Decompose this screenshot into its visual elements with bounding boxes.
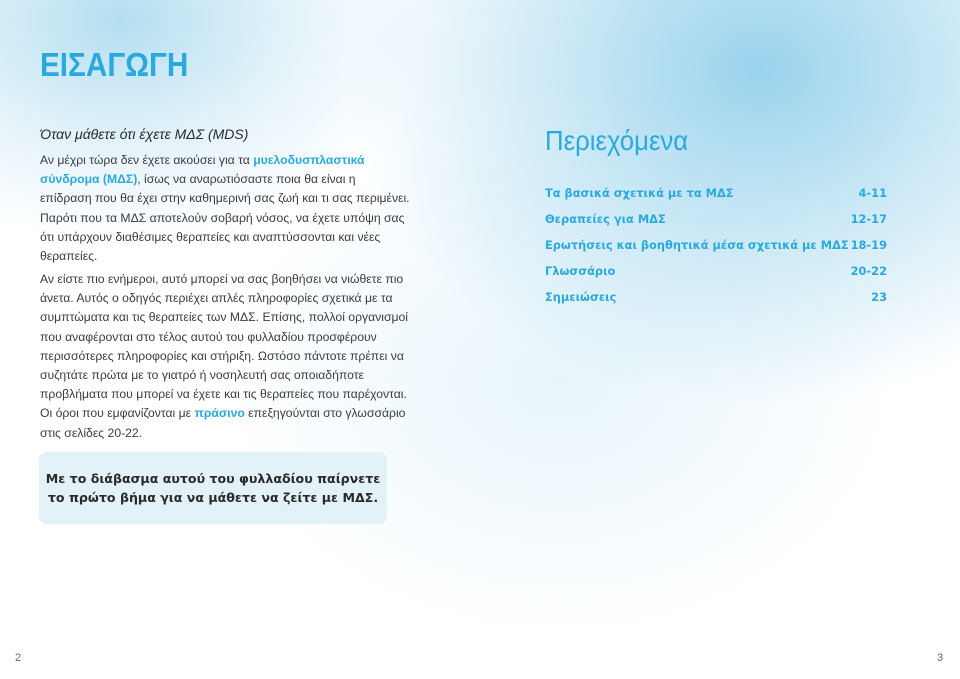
toc-entry[interactable] — [545, 236, 887, 262]
highlighted-term: πράσινο — [194, 406, 245, 421]
guide-paragraph — [40, 270, 410, 443]
toc-entry-pages: 4-11 — [858, 186, 887, 200]
toc-entry[interactable] — [545, 184, 887, 210]
callout-text: Με το διάβασμα αυτού του φυλλαδίου παίρνετε το πρώτο βήμα για να μάθετε να ζείτε με ΜΔΣ. — [45, 471, 381, 505]
toc-title: Περιεχόμενα — [545, 125, 689, 156]
paragraph-text: Αν μέχρι τώρα δεν έχετε ακούσει για τα — [40, 153, 254, 167]
toc-entry-label: Γλωσσάριο — [545, 264, 616, 278]
highlighted-term: μυελοδυσπλαστικά σύνδρομα (ΜΔΣ) — [40, 153, 365, 187]
page-number-right: 3 — [937, 652, 944, 664]
toc-entry[interactable] — [545, 210, 887, 236]
toc-entry-label: Θεραπείες για ΜΔΣ — [545, 212, 666, 226]
toc-entry-label: Τα βασικά σχετικά με τα ΜΔΣ — [545, 186, 734, 200]
toc-entry-pages: 18-19 — [850, 238, 887, 252]
paragraph-text: επεξηγούνται στο γλωσσάριο στις σελίδες 20-22. — [40, 406, 406, 440]
toc-entry-pages: 23 — [871, 290, 887, 304]
callout-box — [39, 452, 387, 524]
page-number-left: 2 — [15, 652, 22, 664]
section-subheading: Όταν μάθετε ότι έχετε ΜΔΣ (MDS) — [40, 126, 249, 142]
toc-entry[interactable] — [545, 262, 887, 288]
toc-entry-label: Σημειώσεις — [545, 290, 617, 304]
toc-entry-pages: 20-22 — [850, 264, 887, 278]
toc-entry-label: Ερωτήσεις και βοηθητικά μέσα σχετικά με ΜΔΣ — [545, 238, 849, 252]
page-title: ΕΙΣΑΓΩΓΗ — [40, 46, 189, 83]
intro-paragraph — [40, 151, 410, 266]
toc-entry-pages: 12-17 — [850, 212, 887, 226]
table-of-contents — [545, 184, 887, 314]
paragraph-text: , ίσως να αναρωτιόσαστε ποια θα είναι η επίδραση που θα έχει στην καθημερινή σας ζωή και τι σας περιμένει. Παρότι που τα ΜΔΣ αποτελούν σοβαρή νόσος, να έχετε υπόψη σας ότι υπάρχουν διαθέσιμες θεραπείες και αναπτύσσονται και νέες θεραπείες. — [40, 172, 410, 264]
paragraph-text: Αν είστε πιο ενήμεροι, αυτό μπορεί να σας βοηθήσει να νιώθετε πιο άνετα. Αυτός ο οδηγός περιέχει απλές πληροφορίες σχετικά με τα συμπτώματα και τις θεραπείες των ΜΔΣ. Επίσης, πολλοί οργανισμοί που αναφέρονται στο τέλος αυτού του φυλλαδίου προσφέρουν περισσότερες πληροφορίες και στήριξη. Ωστόσο πάντοτε πρέπει να συζητάτε πρώτα με το γιατρό ή νοσηλευτή σας οποιαδήποτε προβλήματα που μπορεί να έχετε και τις θεραπείες που παρέχονται. Οι όροι που εμφανίζονται με — [40, 272, 408, 421]
toc-entry[interactable] — [545, 288, 887, 314]
